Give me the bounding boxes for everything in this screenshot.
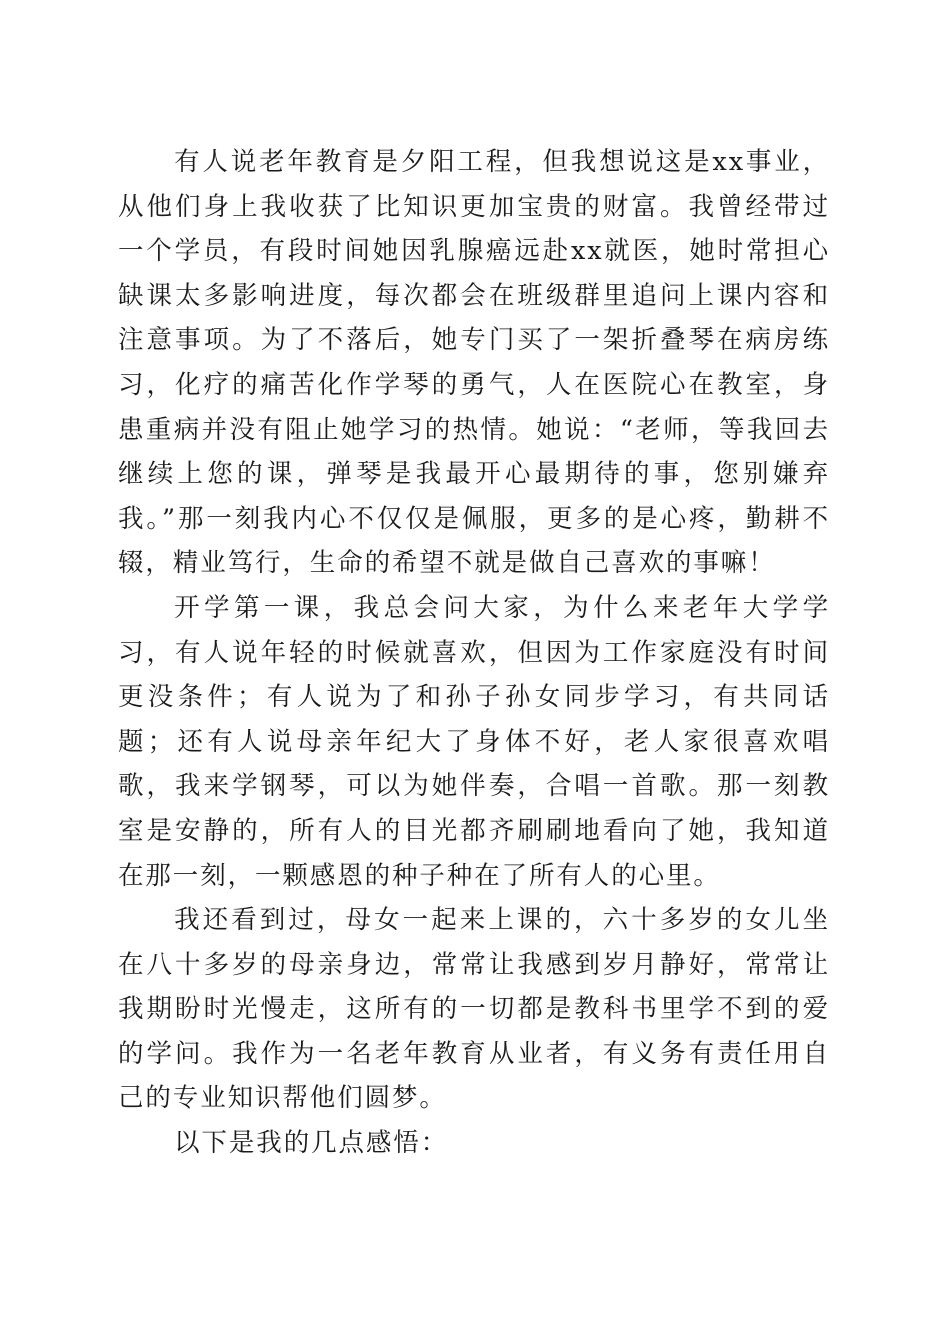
paragraph-2: 开学第一课，我总会问大家，为什么来老年大学学习，有人说年轻的时候就喜欢，但因为工作家庭没有时间更没条件；有人说为了和孙子孙女同步学习，有共同话题；还有人说母亲年纪大了身体不好，老人家很喜欢唱歌，我来学钢琴，可以为她伴奏，合唱一首歌。那一刻教室是安静的，所有人的目光都齐刷刷地看向了她，我知道在那一刻，一颗感恩的种子种在了所有人的心里。 — [118, 592, 830, 891]
document-body — [118, 140, 830, 1166]
paragraph-4: 以下是我的几点感悟： — [174, 1128, 449, 1159]
paragraph-3: 我还看到过，母女一起来上课的，六十多岁的女儿坐在八十多岁的母亲身边，常常让我感到岁月静好，常常让我期盼时光慢走，这所有的一切都是教科书里学不到的爱的学问。我作为一名老年教育从业者，有义务有责任用自己的专业知识帮他们圆梦。 — [118, 905, 830, 1114]
paragraph-1: 有人说老年教育是夕阳工程，但我想说这是xx事业，从他们身上我收获了比知识更加宝贵的财富。我曾经带过一个学员，有段时间她因乳腺癌远赴xx就医，她时常担心缺课太多影响进度，每次都会在班级群里追问上课内容和注意事项。为了不落后，她专门买了一架折叠琴在病房练习，化疗的痛苦化作学琴的勇气，人在医院心在教室，身患重病并没有阻止她学习的热情。她说：“老师，等我回去继续上您的课，弹琴是我最开心最期待的事，您别嫌弃我。”那一刻我内心不仅仅是佩服，更多的是心疼，勤耕不辍，精业笃行，生命的希望不就是做自己喜欢的事嘛！ — [118, 147, 830, 579]
